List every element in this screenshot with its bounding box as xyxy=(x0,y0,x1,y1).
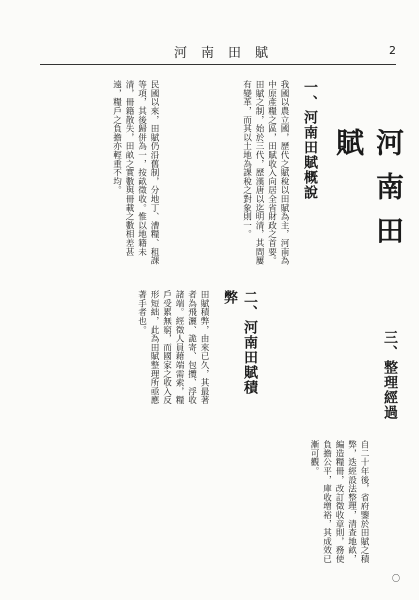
section-1-paragraph-1: 我國以農立國，歷代之賦稅以田賦為主，河南為中原產糧之區，田賦收入向居全省財政之首要。田賦之制，始於三代，歷漢唐以迄明清，其間屢有變革，而其以土地為課稅之對象則一。 xyxy=(241,80,289,265)
running-header xyxy=(40,40,396,62)
section-2-heading: 二、河南田賦積弊 xyxy=(222,290,258,395)
section-1-heading: 一、河南田賦概說 xyxy=(302,80,318,200)
page-number: 2 xyxy=(389,44,396,57)
header-title: 河南田賦 xyxy=(173,46,282,61)
header-rule xyxy=(40,64,396,65)
footer-mark: 〇 xyxy=(392,574,400,583)
section-2-paragraph-1: 田賦積弊，由來已久，其最著者為飛灑、詭寄、包攬、浮收諸端。經徵人員藉端需索，糧戶受累無窮，而國家之收入反形短絀，此為田賦整理所亟應著手者也。 xyxy=(136,290,209,405)
section-3-paragraph-1: 自二十年後，省府鑒於田賦之積弊，迭經設法整理，清查地畝，編造糧冊，改訂徵收章則，務使負擔公平，庫收增裕，其成效已漸可觀。 xyxy=(309,440,369,564)
section-1-paragraph-2: 民國以來，田賦仍沿舊制，分地丁、漕糧、租課等項，其後歸併為一，按畝徵收。惟以地籍未清，冊籍散失，田畝之實數與冊載之數相差甚遠，糧戶之負擔亦輕重不均。 xyxy=(111,80,159,265)
section-3-heading: 三、整理經過 xyxy=(382,330,398,420)
main-title: 河南田賦 xyxy=(332,128,405,260)
